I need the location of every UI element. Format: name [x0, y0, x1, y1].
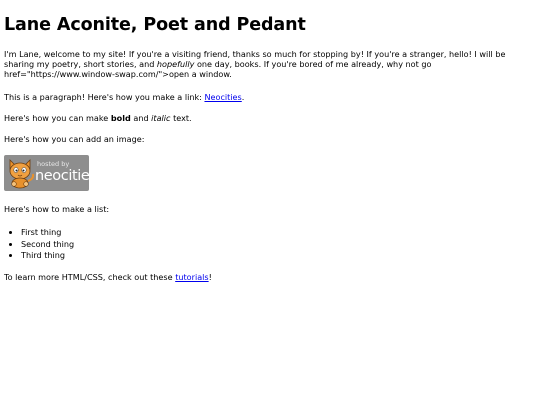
example-list — [4, 227, 536, 262]
intro-paragraph — [4, 49, 536, 79]
intro-text-end: one day, books. If you're bored of me already, why not go href="https://www.window-swap.com/">open a window. — [4, 59, 432, 79]
intro-emphasis: hopefully — [156, 59, 195, 69]
intro-text-start: I'm Lane, welcome to my site! If you're a visiting friend, thanks so much for stopping by! If you're a stranger, hello! I will be sharing my poetry, short stories, and — [4, 49, 506, 69]
bold-text: bold — [110, 113, 131, 123]
list-item: • First thing — [21, 227, 536, 239]
link-paragraph-period: . — [241, 92, 245, 102]
neocities-link[interactable]: Neocities — [204, 92, 242, 102]
italic-text: italic — [151, 113, 171, 123]
link-paragraph — [4, 92, 536, 102]
format-text-end: text. — [170, 113, 192, 123]
format-paragraph — [4, 113, 536, 123]
link-paragraph-text: This is a paragraph! Here's how you make a link: — [4, 92, 205, 102]
badge-neocities-text: neocities — [35, 168, 97, 184]
tutorials-text: To learn more HTML/CSS, check out these — [4, 271, 176, 282]
page-title: Lane Aconite, Poet and Pedant — [4, 15, 306, 35]
tutorials-paragraph — [4, 272, 536, 282]
tutorials-link[interactable]: tutorials — [175, 271, 209, 282]
list-item: • Second thing — [21, 239, 536, 251]
neocities-cat-icon — [6, 157, 36, 189]
tutorials-exclamation: ! — [208, 271, 212, 282]
format-text-start: Here's how you can make — [4, 113, 111, 123]
list-paragraph: Here's how to make a list: — [4, 204, 110, 214]
list-item: • Third thing — [21, 250, 536, 262]
format-text-middle: and — [130, 113, 152, 123]
badge-hosted-by-text: hosted by — [37, 160, 70, 168]
hosted-by-neocities-badge — [4, 155, 97, 191]
image-paragraph: Here's how you can add an image: — [4, 134, 145, 144]
page-content — [4, 0, 536, 405]
